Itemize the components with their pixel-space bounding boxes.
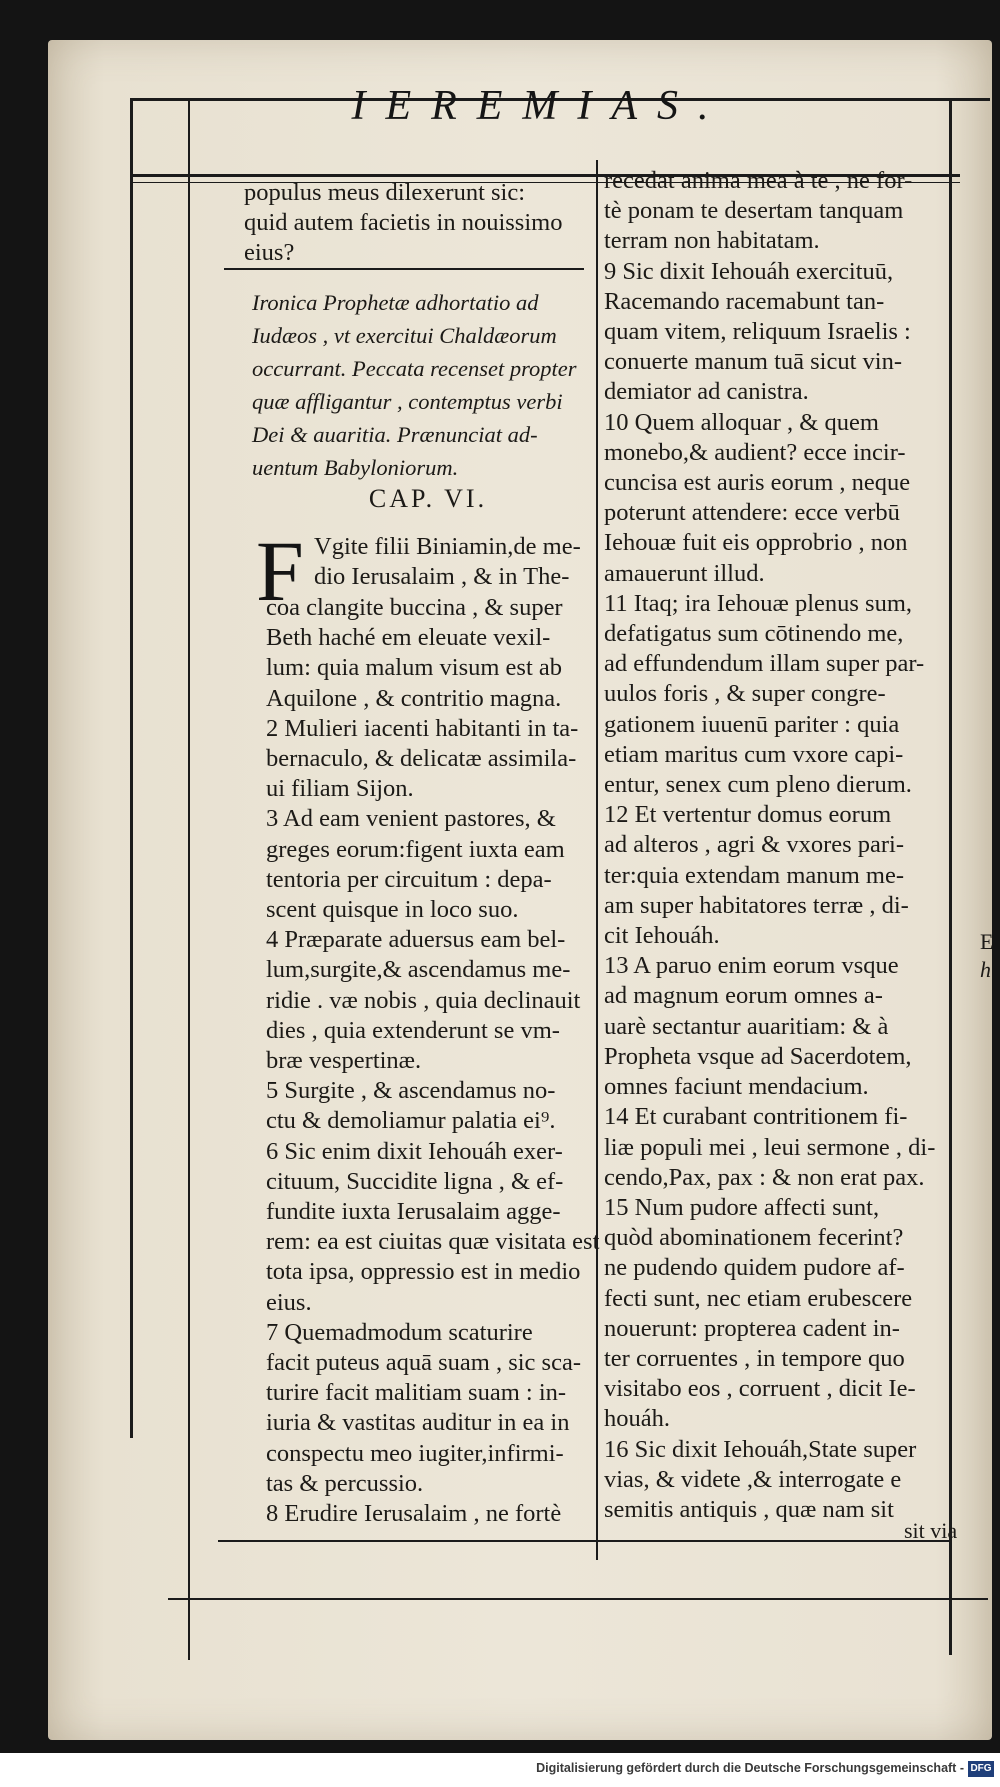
summary-line: Ironica Prophetæ adhortatio ad bbox=[252, 290, 539, 315]
text-line: greges eorum:figent iuxta eam bbox=[266, 835, 565, 863]
summary-line: Iudæos , vt exercitui Chaldæorum bbox=[252, 323, 557, 348]
text-line: 3 Ad eam venient pastores, & bbox=[266, 805, 556, 833]
text-line: ad alteros , agri & vxores pari- bbox=[604, 831, 905, 859]
text-line: coa clangite buccina , & super bbox=[266, 594, 563, 621]
text-line: lum,surgite,& ascendamus me- bbox=[266, 956, 571, 984]
summary-line: occurrant. Peccata recenset propter bbox=[252, 356, 577, 381]
dfg-logo: DFG bbox=[968, 1761, 994, 1777]
text-line: 12 Et vertentur domus eorum bbox=[604, 801, 892, 829]
text-line: 5 Surgite , & ascendamus no- bbox=[266, 1077, 556, 1105]
text-line: visitabo eos , corruent , dicit Ie- bbox=[604, 1375, 916, 1403]
text-line: tentoria per circuitum : depa- bbox=[266, 865, 552, 893]
text-line: houáh. bbox=[604, 1405, 670, 1433]
left-column-body bbox=[270, 532, 600, 592]
text-line: tè ponam te desertam tanquam bbox=[604, 197, 904, 225]
text-line: 13 A paruo enim eorum vsque bbox=[604, 952, 899, 980]
text-line: ctu & demoliamur palatia ei⁹. bbox=[266, 1107, 556, 1135]
text-line: bræ vespertinæ. bbox=[266, 1047, 422, 1075]
text-line: amauerunt illud. bbox=[604, 559, 765, 587]
right-column bbox=[604, 166, 974, 1525]
text-line: monebo,& audient? ecce incir- bbox=[604, 438, 906, 466]
text-line: conspectu meo iugiter,infirmi- bbox=[266, 1439, 564, 1467]
text-line: ter corruentes , in tempore quo bbox=[604, 1344, 905, 1372]
left-column-body-main bbox=[266, 593, 606, 1529]
summary-line: uentum Babyloniorum. bbox=[252, 455, 459, 480]
summary-line: quæ affligantur , contemptus verbi bbox=[252, 389, 563, 414]
text-line: demiator ad canistra. bbox=[604, 378, 809, 406]
text-line: populus meus dilexerunt sic: bbox=[244, 179, 526, 206]
text-line: eius. bbox=[266, 1288, 312, 1316]
text-line: Racemando racemabunt tan- bbox=[604, 287, 885, 315]
drop-cap: F bbox=[256, 523, 304, 619]
text-line: omnes faciunt mendacium. bbox=[604, 1073, 869, 1101]
text-line: 7 Quemadmodum scaturire bbox=[266, 1318, 533, 1346]
text-line: fecti sunt, nec etiam erubescere bbox=[604, 1284, 913, 1312]
text-line: 11 Itaq; ira Iehouæ plenus sum, bbox=[604, 589, 913, 617]
text-line: vias, & videte ,& interrogate e bbox=[604, 1465, 902, 1493]
text-line: bernaculo, & delicatæ assimila- bbox=[266, 745, 577, 773]
text-line: semitis antiquis , quæ nam sit bbox=[604, 1495, 894, 1523]
text-line: tota ipsa, oppressio est in medio bbox=[266, 1258, 581, 1286]
left-column-top bbox=[244, 178, 574, 269]
text-line: Vgite filii Biniamin,de me- bbox=[314, 533, 581, 560]
text-line: uulos foris , & super congre- bbox=[604, 680, 886, 708]
text-line: gationem iuuenū pariter : quia bbox=[604, 710, 900, 738]
left-frame-rule bbox=[188, 100, 190, 1660]
text-line: 14 Et curabant contritionem fi- bbox=[604, 1103, 908, 1131]
digitization-footer bbox=[0, 1753, 1000, 1787]
summary-line: Dei & auaritia. Prænunciat ad- bbox=[252, 422, 538, 447]
text-line: quid autem facietis in nouissimo bbox=[244, 209, 563, 237]
text-line: dio Ierusalaim , & in The- bbox=[314, 563, 570, 591]
margin-letter: h bbox=[980, 957, 991, 982]
text-line: lum: quia malum visum est ab bbox=[266, 654, 563, 682]
text-line: fundite iuxta Ierusalaim agge- bbox=[266, 1198, 561, 1226]
text-line: etiam maritus cum vxore capi- bbox=[604, 740, 904, 768]
text-line: recedat anima mea à te , ne for- bbox=[604, 167, 913, 194]
text-line: conuerte manum tuā sicut vin- bbox=[604, 348, 902, 376]
text-line: scent quisque in loco suo. bbox=[266, 896, 519, 924]
text-line: facit puteus aquā suam , sic sca- bbox=[266, 1349, 581, 1377]
catchword: sit via bbox=[904, 1518, 958, 1543]
text-line: 9 Sic dixit Iehouáh exercituū, bbox=[604, 257, 894, 285]
header-top-rule bbox=[130, 98, 133, 1438]
text-line: quòd abominationem fecerint? bbox=[604, 1224, 904, 1252]
text-line: 16 Sic dixit Iehouáh,State super bbox=[604, 1435, 917, 1463]
text-line: uarè sectantur auaritiam: & à bbox=[604, 1012, 889, 1040]
text-line: am super habitatores terræ , di- bbox=[604, 891, 909, 919]
text-line: nouerunt: propterea cadent in- bbox=[604, 1314, 900, 1342]
text-line: iuria & vastitas auditur in ea in bbox=[266, 1409, 570, 1437]
text-line: ad effundendum illam super par- bbox=[604, 650, 925, 678]
text-line: Aquilone , & contritio magna. bbox=[266, 684, 562, 712]
text-line: 15 Num pudore affecti sunt, bbox=[604, 1193, 880, 1221]
text-line: rem: ea est ciuitas quæ visitata est bbox=[266, 1228, 600, 1256]
text-line: 6 Sic enim dixit Iehouáh exer- bbox=[266, 1137, 563, 1165]
running-title: IEREMIAS. bbox=[351, 83, 729, 129]
margin-letter: E bbox=[980, 929, 994, 954]
margin-letters bbox=[980, 928, 993, 984]
text-line: cituum, Succidite ligna , & ef- bbox=[266, 1167, 564, 1195]
text-line: ter:quia extendam manum me- bbox=[604, 861, 905, 889]
text-line: ne pudendo quidem pudore af- bbox=[604, 1254, 905, 1282]
text-line: tas & percussio. bbox=[266, 1469, 424, 1497]
text-line: ui filiam Sijon. bbox=[266, 775, 414, 803]
text-line: eius? bbox=[244, 239, 295, 267]
text-line: 10 Quem alloquar , & quem bbox=[604, 408, 879, 436]
text-line: quam vitem, reliquum Israelis : bbox=[604, 318, 911, 346]
chapter-heading: CAP. VI. bbox=[368, 484, 488, 513]
text-line: turire facit malitiam suam : in- bbox=[266, 1379, 567, 1407]
text-line: cendo,Pax, pax : & non erat pax. bbox=[604, 1163, 925, 1191]
text-line: ad magnum eorum omnes a- bbox=[604, 982, 883, 1010]
text-line: 2 Mulieri iacenti habitanti in ta- bbox=[266, 714, 579, 742]
text-line: ridie . væ nobis , quia declinauit bbox=[266, 986, 581, 1014]
footer-rule bbox=[168, 1598, 988, 1600]
text-line: liæ populi mei , leui sermone , di- bbox=[604, 1133, 936, 1161]
text-line: Propheta vsque ad Sacerdotem, bbox=[604, 1042, 912, 1070]
funding-credit: Digitalisierung gefördert durch die Deutsche Forschungsgemeinschaft - bbox=[536, 1761, 964, 1775]
text-line: cit Iehouáh. bbox=[604, 922, 720, 950]
text-line: dies , quia extenderunt se vm- bbox=[266, 1016, 560, 1044]
text-line: Beth haché em eleuate vexil- bbox=[266, 624, 551, 652]
text-line: entur, senex cum pleno dierum. bbox=[604, 771, 912, 799]
chapter-summary bbox=[252, 286, 592, 484]
text-line: Iehouæ fuit eis opprobrio , non bbox=[604, 529, 908, 557]
text-line: defatigatus sum cōtinendo me, bbox=[604, 620, 904, 648]
text-line: terram non habitatam. bbox=[604, 227, 820, 255]
text-line: 8 Erudire Ierusalaim , ne fortè bbox=[266, 1500, 562, 1528]
bottom-rule bbox=[218, 1540, 950, 1542]
text-line: cuncisa est auris eorum , neque bbox=[604, 469, 911, 497]
text-line: 4 Præparate aduersus eam bel- bbox=[266, 926, 566, 954]
text-line: poterunt attendere: ecce verbū bbox=[604, 499, 900, 527]
